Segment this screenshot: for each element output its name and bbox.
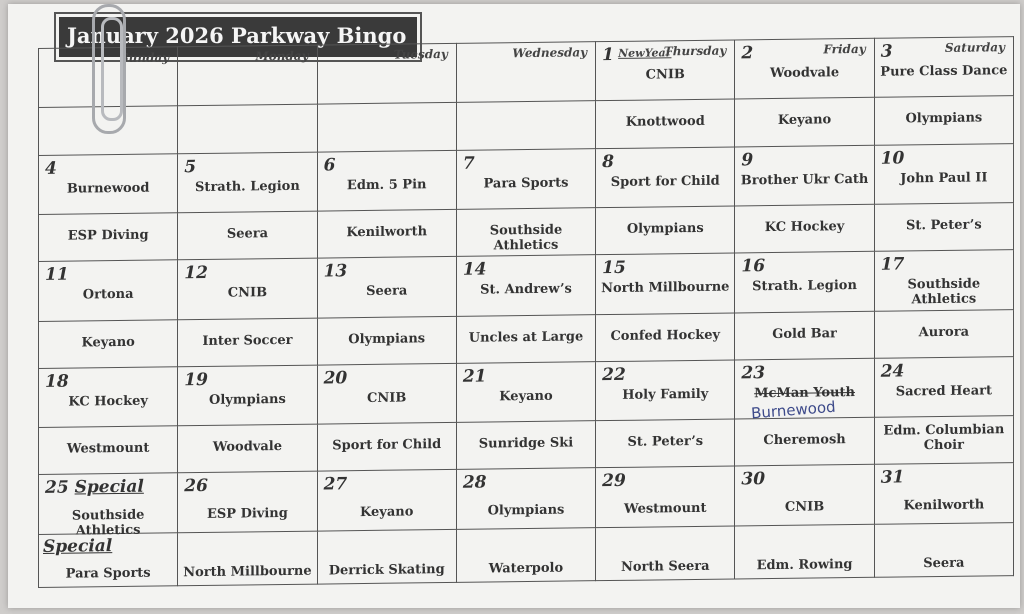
day-number: 6 — [323, 154, 336, 176]
day-cell-bottom — [39, 532, 178, 587]
day-cell — [178, 258, 317, 319]
day-cell — [596, 40, 735, 101]
day-number: 19 — [184, 369, 208, 390]
day-number: 20 — [323, 367, 348, 389]
day-header-friday: Friday — [823, 41, 866, 57]
session-top: Kenilworth — [903, 497, 985, 514]
session-top: Para Sports — [483, 175, 569, 192]
session-top: Southside Athletics — [907, 276, 981, 308]
day-number: 15 — [602, 257, 626, 279]
day-number: 8 — [602, 151, 614, 172]
day-cell-bottom — [456, 101, 595, 150]
session-bottom: Seera — [923, 555, 965, 571]
day-cell — [178, 365, 317, 426]
day-cell — [39, 366, 178, 427]
session-top: Woodvale — [769, 65, 840, 82]
day-header-monday: Monday — [255, 48, 309, 64]
session-top: John Paul II — [900, 169, 988, 187]
day-cell-bottom — [317, 209, 456, 258]
day-cell — [735, 38, 874, 99]
day-cell-bottom — [596, 206, 735, 255]
session-bottom: Para Sports — [65, 565, 151, 582]
session-bottom: Olympians — [348, 330, 426, 347]
day-cell — [735, 251, 874, 312]
session-bottom: Edm. Rowing — [756, 556, 853, 573]
day-cell-bottom — [735, 524, 874, 579]
session-bottom: Inter Soccer — [202, 332, 293, 349]
day-number: 2 — [741, 43, 754, 64]
session-bottom: Aurora — [918, 324, 970, 340]
holiday-label: NewYear — [618, 46, 672, 60]
session-top: Holy Family — [622, 386, 709, 403]
session-top: Olympians — [487, 502, 565, 519]
day-cell-bottom — [39, 319, 178, 368]
session-top: Sacred Heart — [895, 382, 992, 400]
day-cell-bottom — [39, 426, 178, 475]
day-cell-bottom — [456, 527, 595, 582]
day-number: 1 — [602, 44, 614, 66]
day-number: 3 — [880, 41, 893, 62]
session-bottom: Sport for Child — [332, 437, 442, 454]
day-cell — [596, 360, 735, 421]
session-bottom: Uncles at Large — [468, 328, 584, 346]
day-cell — [456, 361, 595, 422]
session-top: ESP Diving — [207, 506, 288, 523]
day-cell-bottom — [456, 314, 595, 363]
day-cell-bottom — [178, 531, 317, 586]
day-cell-bottom — [178, 211, 317, 260]
session-bottom: North Millbourne — [183, 563, 312, 580]
day-cell — [456, 255, 595, 316]
day-cell — [456, 468, 595, 529]
session-bottom: Cheremosh — [763, 432, 846, 449]
day-cell-bottom — [874, 522, 1013, 577]
day-cell — [735, 358, 874, 423]
day-cell-bottom — [874, 203, 1013, 252]
day-cell-bottom — [317, 103, 456, 152]
day-number: 30 — [741, 469, 766, 490]
day-cell — [178, 152, 317, 213]
session-bottom: Derrick Skating — [328, 561, 445, 579]
session-top: Brother Ukr Cath — [740, 171, 869, 188]
day-cell-bottom — [178, 318, 317, 367]
day-cell — [178, 45, 317, 106]
day-number: 24 — [880, 361, 905, 382]
day-number: 12 — [184, 263, 208, 284]
session-top: Olympians — [209, 391, 286, 408]
session-bottom: Keyano — [777, 112, 832, 129]
session-bottom: Keyano — [81, 334, 135, 350]
day-cell — [735, 145, 874, 206]
session-top: Pure Class Dance — [880, 63, 1008, 80]
day-cell-bottom — [317, 422, 456, 471]
session-bottom: Woodvale — [212, 439, 282, 455]
day-cell — [596, 147, 735, 208]
day-cell-bottom — [178, 105, 317, 154]
session-bottom: St. Peter’s — [627, 433, 704, 450]
day-number: 17 — [880, 254, 905, 275]
day-cell-bottom — [178, 424, 317, 473]
day-number: 16 — [741, 256, 766, 277]
paperclip-icon — [92, 4, 126, 134]
day-number: 29 — [602, 471, 626, 492]
day-header-thursday: Thursday — [663, 43, 727, 59]
session-top: Sport for Child — [610, 173, 720, 190]
day-cell-bottom — [317, 529, 456, 584]
day-header-saturday: Saturday — [944, 40, 1005, 55]
session-top: CNIB — [227, 285, 268, 301]
session-top: Burnewood — [66, 180, 150, 197]
day-number: 5 — [184, 156, 197, 177]
day-cell — [317, 256, 456, 317]
session-bottom: ESP Diving — [67, 227, 149, 244]
day-number: 28 — [462, 472, 487, 493]
day-header-tuesday: Tuesday — [393, 46, 448, 62]
session-bottom: Olympians — [905, 110, 983, 127]
day-cell-bottom — [456, 421, 595, 470]
session-top: KC Hockey — [68, 393, 148, 410]
day-number: 11 — [45, 264, 69, 286]
handwritten-correction: Burnewood — [750, 397, 837, 423]
day-number: 14 — [462, 259, 487, 280]
session-top: CNIB — [645, 67, 685, 83]
day-cell-bottom — [735, 204, 874, 253]
session-bottom: North Seera — [620, 558, 710, 575]
day-cell — [874, 356, 1013, 417]
day-cell — [456, 148, 595, 209]
day-cell-bottom — [596, 99, 735, 148]
day-cell — [874, 143, 1013, 204]
day-cell — [735, 464, 874, 525]
day-cell — [317, 363, 456, 424]
day-cell — [178, 471, 317, 532]
session-top: Edm. 5 Pin — [346, 176, 427, 193]
day-number: 13 — [323, 261, 348, 282]
session-top: Strath. Legion — [752, 278, 857, 295]
day-cell-bottom — [596, 526, 735, 581]
special-label: Special — [74, 476, 144, 498]
day-cell-bottom — [874, 96, 1013, 145]
day-cell — [456, 42, 595, 103]
session-bottom: Seera — [226, 226, 269, 242]
session-top: North Millbourne — [601, 279, 730, 297]
day-number: 21 — [462, 366, 487, 387]
day-number: 22 — [602, 364, 626, 385]
session-bottom: Sunridge Ski — [478, 435, 574, 452]
session-top: Keyano — [360, 504, 414, 521]
session-top-crossed-out: McMan Youth — [754, 384, 855, 401]
session-top: St. Andrew’s — [480, 281, 572, 298]
day-number: 7 — [462, 153, 475, 174]
day-number: 27 — [323, 474, 348, 495]
session-top: Ortona — [82, 286, 134, 303]
session-bottom: Confed Hockey — [610, 327, 721, 344]
session-bottom: Knottwood — [625, 114, 705, 131]
day-number: 9 — [741, 149, 754, 170]
day-cell-bottom — [735, 417, 874, 466]
day-cell — [874, 250, 1013, 311]
day-number: 10 — [880, 147, 905, 169]
day-number: 18 — [45, 371, 69, 392]
session-bottom: Westmount — [66, 440, 150, 457]
page-title: January 2026 Parkway Bingo — [59, 17, 417, 57]
day-number: 26 — [184, 476, 208, 497]
calendar-grid — [38, 36, 1014, 588]
day-cell — [874, 37, 1013, 98]
calendar-sheet — [8, 4, 1020, 608]
day-cell — [874, 463, 1013, 524]
day-number: 31 — [880, 467, 905, 488]
session-top: Seera — [366, 283, 408, 300]
day-cell-bottom — [596, 313, 735, 362]
session-bottom: Kenilworth — [346, 224, 428, 241]
day-cell — [39, 473, 178, 539]
day-number: 25 Special — [45, 476, 144, 499]
day-cell — [317, 470, 456, 531]
day-cell — [596, 253, 735, 314]
day-cell-bottom — [874, 416, 1013, 465]
day-header-wednesday: Wednesday — [512, 45, 588, 61]
day-cell — [39, 260, 178, 321]
day-number: 23 — [741, 362, 766, 384]
day-cell-bottom — [317, 316, 456, 365]
special-label: Special — [43, 535, 113, 557]
day-cell-bottom — [735, 98, 874, 147]
day-cell — [39, 153, 178, 214]
day-cell — [596, 466, 735, 527]
session-top: Southside Athletics — [71, 507, 145, 539]
session-top: CNIB — [367, 390, 407, 406]
session-bottom: Southside Athletics — [489, 222, 563, 254]
day-cell — [317, 150, 456, 211]
session-bottom: Olympians — [626, 220, 704, 237]
session-top: Strath. Legion — [195, 178, 300, 195]
session-bottom: Edm. Columbian Choir — [883, 422, 1005, 454]
session-top: Keyano — [499, 388, 553, 405]
day-cell-bottom — [39, 213, 178, 262]
day-cell-bottom — [456, 208, 595, 257]
day-cell-bottom — [735, 311, 874, 360]
session-bottom: Gold Bar — [772, 325, 837, 342]
session-top: CNIB — [784, 499, 825, 516]
session-bottom: St. Peter’s — [906, 217, 982, 234]
day-cell-bottom — [596, 419, 735, 468]
session-bottom: KC Hockey — [764, 219, 845, 236]
day-number: 4 — [45, 158, 57, 179]
session-bottom: Waterpolo — [488, 560, 564, 577]
session-top: Westmount — [624, 501, 707, 518]
day-cell-bottom — [874, 309, 1013, 358]
day-cell — [317, 43, 456, 104]
day-header-sunday: Sunday — [120, 50, 170, 65]
